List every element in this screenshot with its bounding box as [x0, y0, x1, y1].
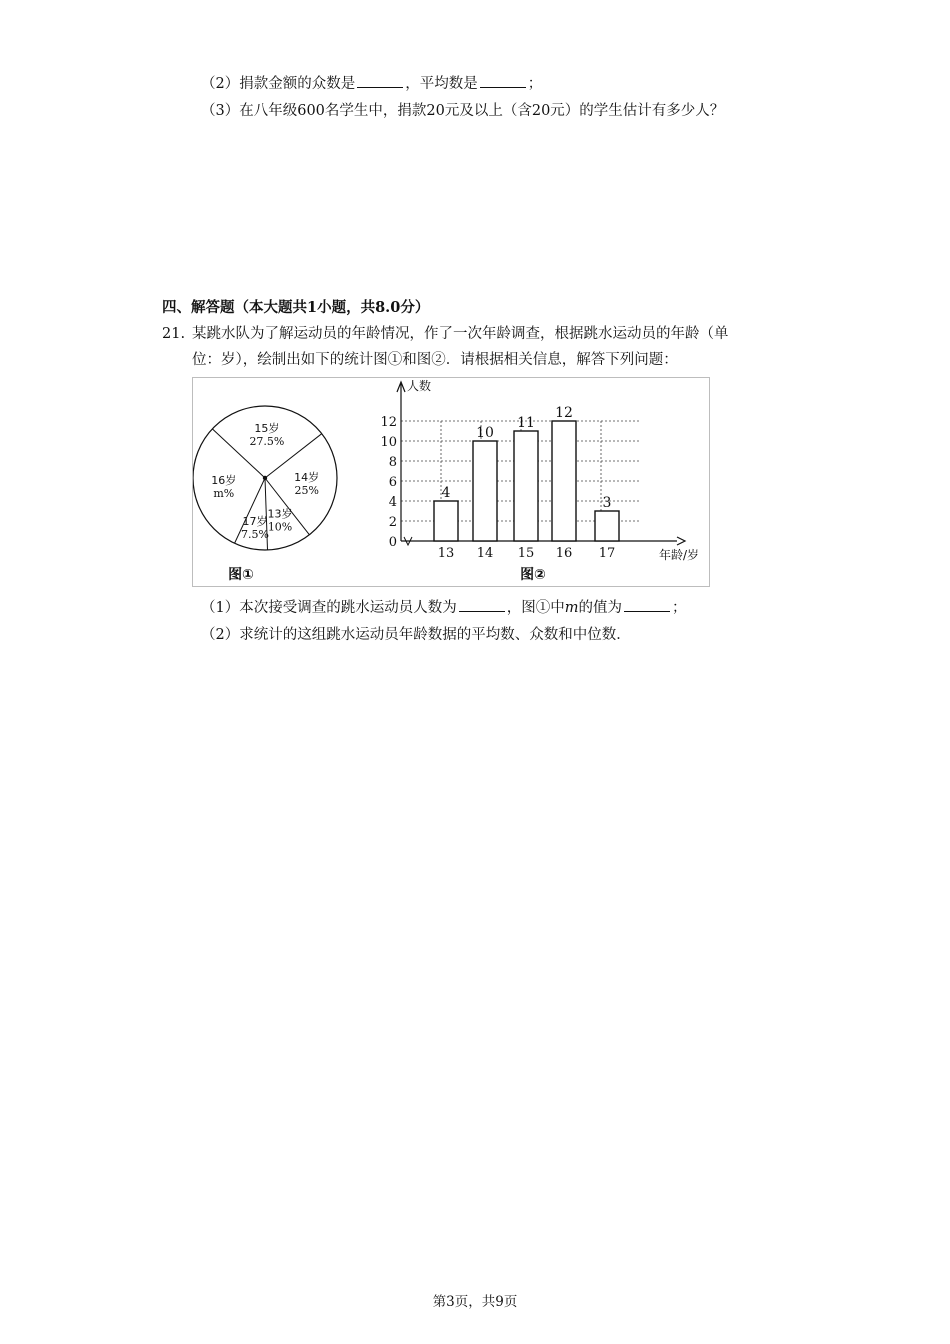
pie-slice-label: 14岁	[294, 471, 320, 485]
question-number: 21.	[162, 326, 186, 342]
answer-blank	[480, 74, 526, 88]
pie-caption: 图①	[228, 567, 254, 583]
bar-value-label: 11	[517, 415, 535, 431]
answer-blank	[459, 598, 505, 612]
y-axis-label: 人数	[407, 379, 432, 393]
question-text-line2: 位：岁），绘制出如下的统计图①和图②．请根据相关信息，解答下列问题：	[192, 352, 678, 368]
y-tick-label: 4	[388, 495, 397, 510]
section-title: 四、解答题（本大题共1小题，共8.0分）	[162, 299, 430, 316]
pie-center-dot	[263, 476, 267, 480]
pie-slice-value: 27.5%	[249, 435, 285, 449]
y-tick-label: 10	[380, 435, 397, 450]
x-tick-label: 15	[517, 546, 535, 561]
bar	[552, 421, 576, 541]
question-text-line1: 某跳水队为了解运动员的年龄情况，作了一次年龄调查，根据跳水运动员的年龄（单	[192, 326, 729, 342]
x-tick-label: 13	[437, 546, 455, 561]
x-axis-arrow	[677, 537, 685, 545]
y-tick-label: 8	[388, 455, 397, 470]
page-footer: 第3页，共9页	[432, 1294, 518, 1310]
pie-slice-value: 7.5%	[241, 527, 270, 541]
y-tick-label: 12	[380, 415, 397, 430]
bar	[434, 501, 458, 541]
question-part2: （2）求统计的这组跳水运动员年龄数据的平均数、众数和中位数．	[201, 627, 631, 643]
x-tick-label: 16	[555, 546, 573, 561]
bar	[595, 511, 619, 541]
figure-svg	[193, 378, 709, 586]
x-tick-label: 17	[598, 546, 616, 561]
pie-slice-label: 16岁	[211, 474, 237, 488]
bar-value-label: 12	[555, 405, 573, 421]
x-tick-label: 14	[476, 546, 494, 561]
pie-slice-value: m%	[213, 487, 235, 501]
pie-slice-value: 10%	[267, 520, 293, 534]
prev-question-part3: （3）在八年级600名学生中，捐款20元及以上（含20元）的学生估计有多少人？	[201, 103, 725, 119]
bar-value-label: 10	[476, 425, 494, 441]
pie-slice-label: 13岁	[267, 507, 293, 521]
pie-slice-value: 25%	[294, 484, 319, 498]
answer-blank	[624, 598, 670, 612]
pie-slice-label: 15岁	[254, 422, 280, 436]
bar-caption: 图②	[520, 567, 546, 583]
question-part1: （1）本次接受调查的跳水运动员人数为 ，图①中m的值为 ；	[201, 600, 687, 616]
y-tick-label: 6	[388, 475, 397, 490]
pie-slice-label: 17岁	[242, 514, 268, 528]
statistics-figure	[192, 377, 710, 587]
bar-value-label: 3	[602, 495, 612, 511]
y-tick-label: 2	[388, 515, 397, 530]
x-axis-label: 年龄/岁	[659, 548, 700, 562]
bar	[514, 431, 538, 541]
bar-value-label: 4	[441, 485, 451, 501]
prev-question-part2: （2）捐款金额的众数是 ，平均数是 ；	[201, 76, 543, 92]
answer-blank	[357, 74, 403, 88]
y-tick-label: 0	[388, 535, 397, 550]
bar	[473, 441, 497, 541]
